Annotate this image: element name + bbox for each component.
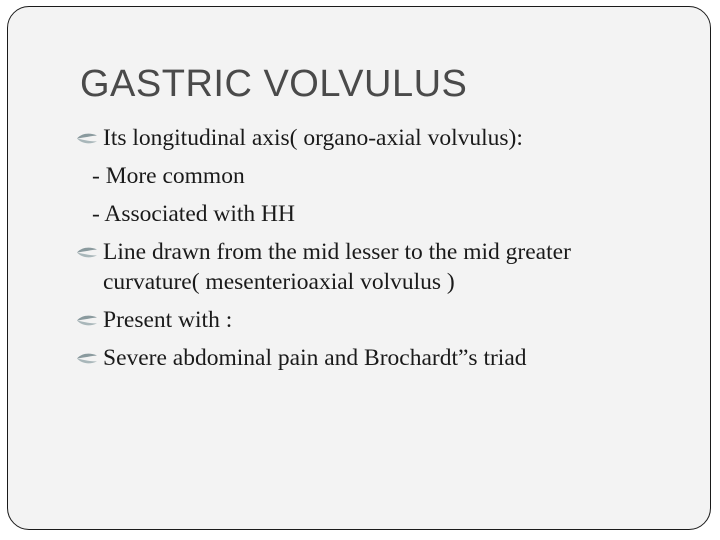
sub-item-text: - More common — [92, 163, 245, 189]
bullet-item — [76, 237, 663, 297]
slide-body — [76, 123, 696, 381]
bullet-item — [76, 305, 696, 335]
leaf-bullet-icon — [76, 352, 98, 365]
bullet-text: Present with : — [103, 307, 233, 333]
bullet-item — [76, 343, 696, 373]
slide-title: GASTRIC VOLVULUS — [80, 63, 468, 105]
leaf-bullet-icon — [76, 314, 98, 327]
sub-item — [76, 161, 696, 191]
leaf-bullet-icon — [76, 246, 98, 259]
sub-item-text: - Associated with HH — [92, 201, 295, 227]
leaf-bullet-icon — [76, 132, 98, 145]
bullet-text: Line drawn from the mid lesser to the mid greater curvature( mesenterioaxial volvulus ) — [103, 239, 571, 295]
bullet-text: Severe abdominal pain and Brochardt”s triad — [103, 345, 527, 371]
bullet-text: Its longitudinal axis( organo-axial volvulus): — [103, 125, 523, 151]
bullet-item — [76, 123, 696, 153]
sub-item — [76, 199, 696, 229]
slide-frame — [7, 6, 711, 530]
